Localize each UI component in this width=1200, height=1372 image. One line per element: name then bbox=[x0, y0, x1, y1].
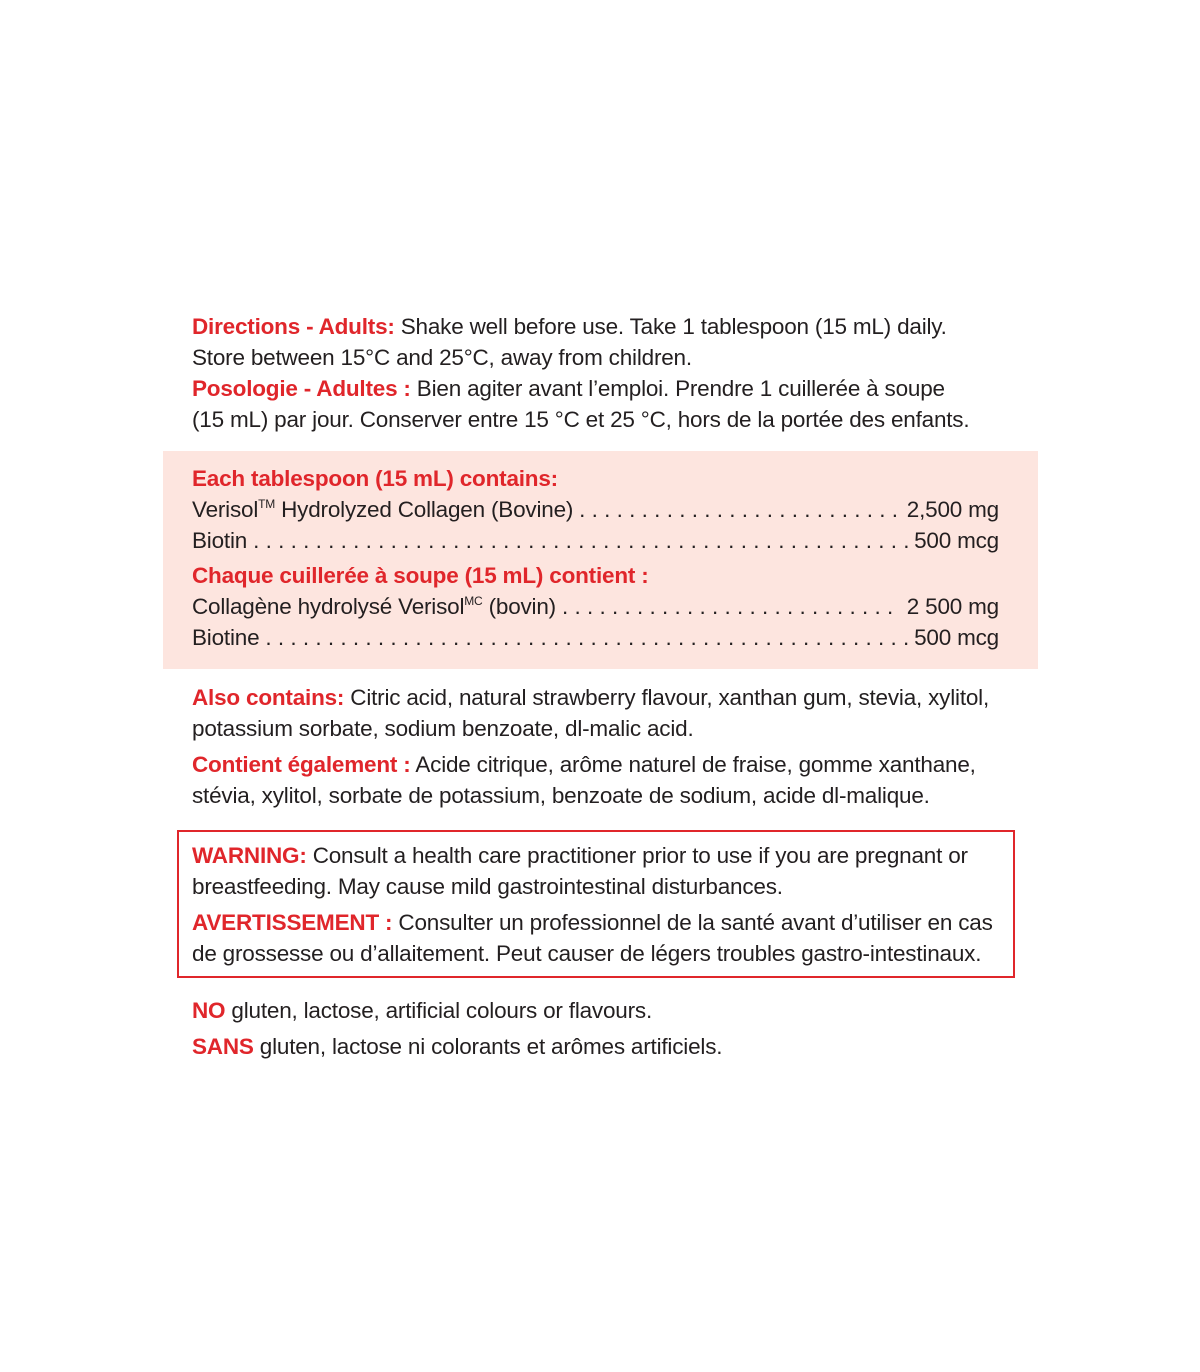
directions-en-heading: Directions - Adults: bbox=[192, 314, 395, 339]
ingredient-amount: 500 mcg bbox=[914, 528, 999, 553]
free-from-fr-heading: SANS bbox=[192, 1034, 254, 1059]
ingredients-fr-heading: Chaque cuillerée à soupe (15 mL) contient : bbox=[192, 563, 649, 588]
directions-fr-line-1: Posologie - Adultes : Bien agiter avant l’emploi. Prendre 1 cuillerée à soupe bbox=[192, 376, 945, 401]
free-from-section: NO gluten, lactose, artificial colours or flavours. SANS gluten, lactose ni colorants et arômes artificiels. bbox=[192, 998, 723, 1059]
ingredients-en-heading: Each tablespoon (15 mL) contains: bbox=[192, 466, 558, 491]
also-contains-en-heading: Also contains: bbox=[192, 685, 345, 710]
leader-dots bbox=[265, 622, 908, 653]
ingredient-amount: 2,500 mg bbox=[906, 497, 999, 522]
directions-en-line-2: Store between 15°C and 25°C, away from children. bbox=[192, 345, 692, 370]
warning-section: WARNING: Consult a health care practitioner prior to use if you are pregnant or breastfeeding. May cause mild gastrointestinal disturbances. AVERTISSEMENT : Consulter un professionnel de la santé avant d’utiliser en cas de grossesse ou d’allaitement. Peut causer de légers troubles gastro-intestinaux. bbox=[192, 843, 993, 966]
ingredient-row: Biotin . . . 500 mcg bbox=[192, 525, 999, 556]
ingredient-amount: 2 500 mg bbox=[906, 594, 999, 619]
directions-fr-line-2: (15 mL) par jour. Conserver entre 15 °C et 25 °C, hors de la portée des enfants. bbox=[192, 407, 970, 432]
also-contains-fr-heading: Contient également : bbox=[192, 752, 411, 777]
warning-fr-heading: AVERTISSEMENT : bbox=[192, 910, 393, 935]
ingredients-panel bbox=[163, 451, 1038, 669]
leader-dots bbox=[562, 591, 901, 622]
leader-dots bbox=[579, 494, 901, 525]
ingredient-row: Collagène hydrolysé Verisol$^{MC}$ (bovin) . . . 2 500 mg bbox=[192, 591, 999, 622]
directions-en-line-1: Directions - Adults: Shake well before use. Take 1 tablespoon (15 mL) daily. bbox=[192, 314, 947, 339]
free-from-en-heading: NO bbox=[192, 998, 226, 1023]
directions-section bbox=[192, 311, 1012, 435]
ingredient-row: Biotine . . . 500 mcg bbox=[192, 622, 999, 653]
also-contains-section: Also contains: Citric acid, natural strawberry flavour, xanthan gum, stevia, xylitol, potassium sorbate, sodium benzoate, dl-malic acid. Contient également : Acide citrique, arôme naturel de fraise, gomme xanthane, stévia, xylitol, sorbate de potassium, benzoate de sodium, acide dl-malique. bbox=[192, 685, 990, 808]
directions-fr-heading: Posologie - Adultes : bbox=[192, 376, 411, 401]
warning-en-heading: WARNING: bbox=[192, 843, 307, 868]
trademark-mark: TM bbox=[258, 497, 276, 511]
leader-dots bbox=[253, 525, 908, 556]
ingredient-amount: 500 mcg bbox=[914, 625, 999, 650]
trademark-mark: MC bbox=[464, 594, 483, 608]
ingredient-row: Verisol™ Hydrolyzed Collagen (Bovine) . . . 2,500 mg bbox=[192, 494, 999, 525]
